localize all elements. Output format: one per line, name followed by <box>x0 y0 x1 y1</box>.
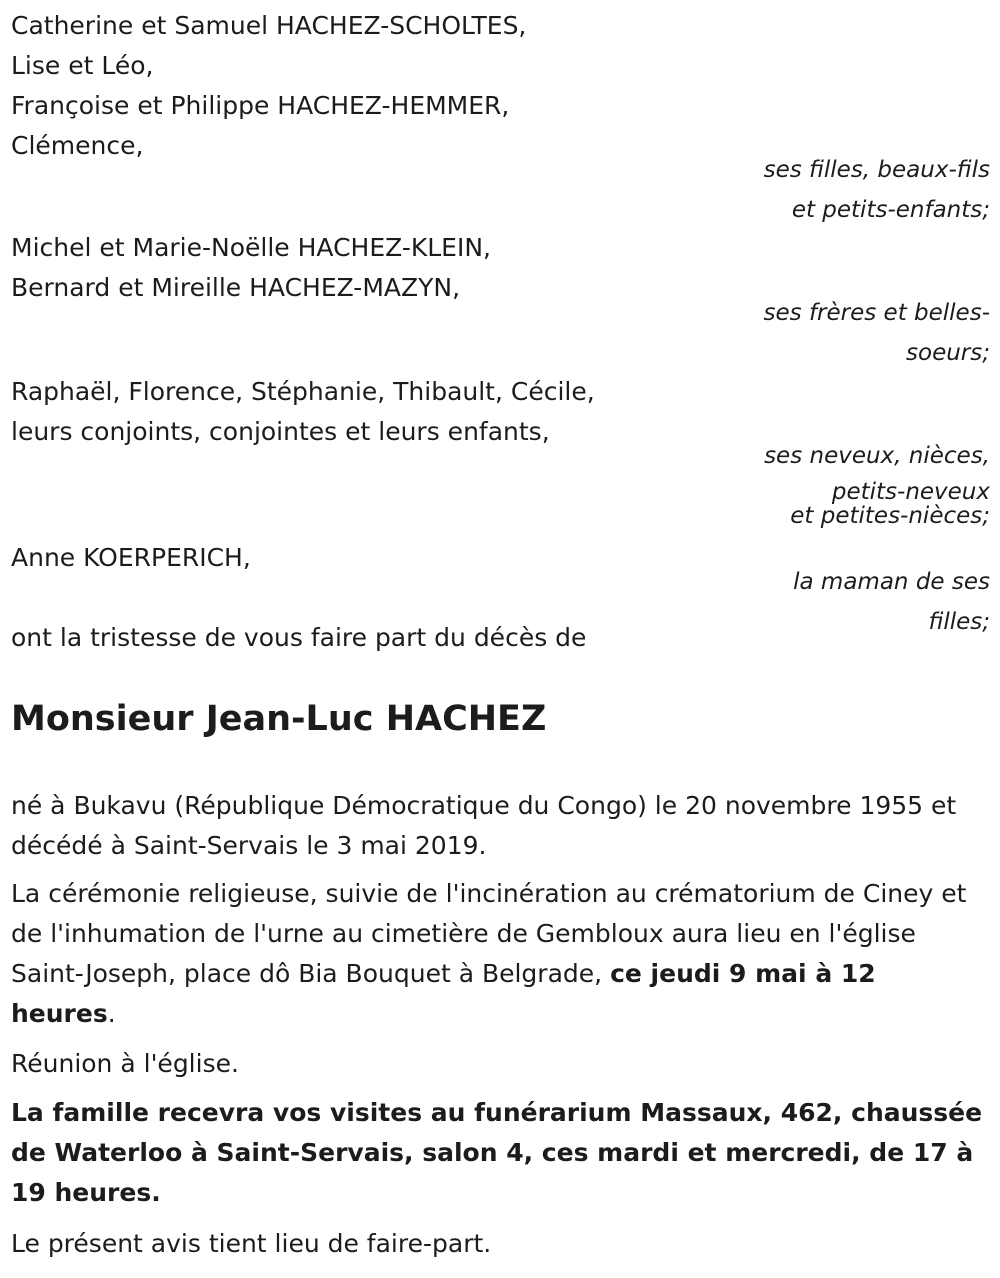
ceremony-end: . <box>107 999 116 1028</box>
ceremony-body: La cérémonie religieuse, suivie de l'incinération au crématorium de Ciney et de l'inhumation de l'urne au cimetière de Gembloux aura lieu en l'église Saint-Joseph, place dô Bia Bouquet à Belgrade, <box>11 879 967 988</box>
family-line: Bernard et Mireille HACHEZ-MAZYN, <box>11 273 461 302</box>
family-line: Anne KOERPERICH, <box>11 543 251 572</box>
ceremony-text <box>11 874 986 1034</box>
family-line: Raphaël, Florence, Stéphanie, Thibault, Cécile, <box>11 377 595 406</box>
meeting-text: Réunion à l'église. <box>11 1049 239 1078</box>
birth-death-text: né à Bukavu (République Démocratique du Congo) le 20 novembre 1955 et décédé à Saint-Servais le 3 mai 2019. <box>11 791 957 860</box>
relation-line: et petites-nièces; <box>790 503 990 529</box>
relation-line: ses frères et belles- <box>763 300 990 326</box>
family-line: Françoise et Philippe HACHEZ-HEMMER, <box>11 91 510 120</box>
deceased-name: Monsieur Jean-Luc HACHEZ <box>11 699 547 739</box>
relation-line: petits-neveux <box>831 479 990 505</box>
visits-text: La famille recevra vos visites au funérarium Massaux, 462, chaussée de Waterloo à Saint-Servais, salon 4, ces mardi et mercredi, de 17 à 19 heures. <box>11 1098 983 1207</box>
family-line: leurs conjoints, conjointes et leurs enfants, <box>11 417 550 446</box>
family-line: Lise et Léo, <box>11 51 154 80</box>
relation-siblings <box>764 293 990 373</box>
relation-line: et petits-enfants; <box>791 197 990 223</box>
ceremony-date: ce jeudi 9 mai à 12 heures <box>11 959 876 1028</box>
relation-line: soeurs; <box>906 340 990 366</box>
relation-line: ses filles, beaux-fils <box>763 157 990 183</box>
announcement-line: ont la tristesse de vous faire part du décès de <box>11 623 587 652</box>
relation-line: ses neveux, nièces, <box>764 443 990 469</box>
relation-nephews <box>764 436 990 528</box>
family-line: Michel et Marie-Noëlle HACHEZ-KLEIN, <box>11 233 491 262</box>
relation-mother <box>793 562 990 642</box>
family-line: Clémence, <box>11 131 144 160</box>
relation-line: filles; <box>928 609 990 635</box>
relation-line: la maman de ses <box>793 569 990 595</box>
relation-daughters <box>764 150 990 230</box>
family-line: Catherine et Samuel HACHEZ-SCHOLTES, <box>11 11 527 40</box>
closing-text: Le présent avis tient lieu de faire-part. <box>11 1229 492 1258</box>
